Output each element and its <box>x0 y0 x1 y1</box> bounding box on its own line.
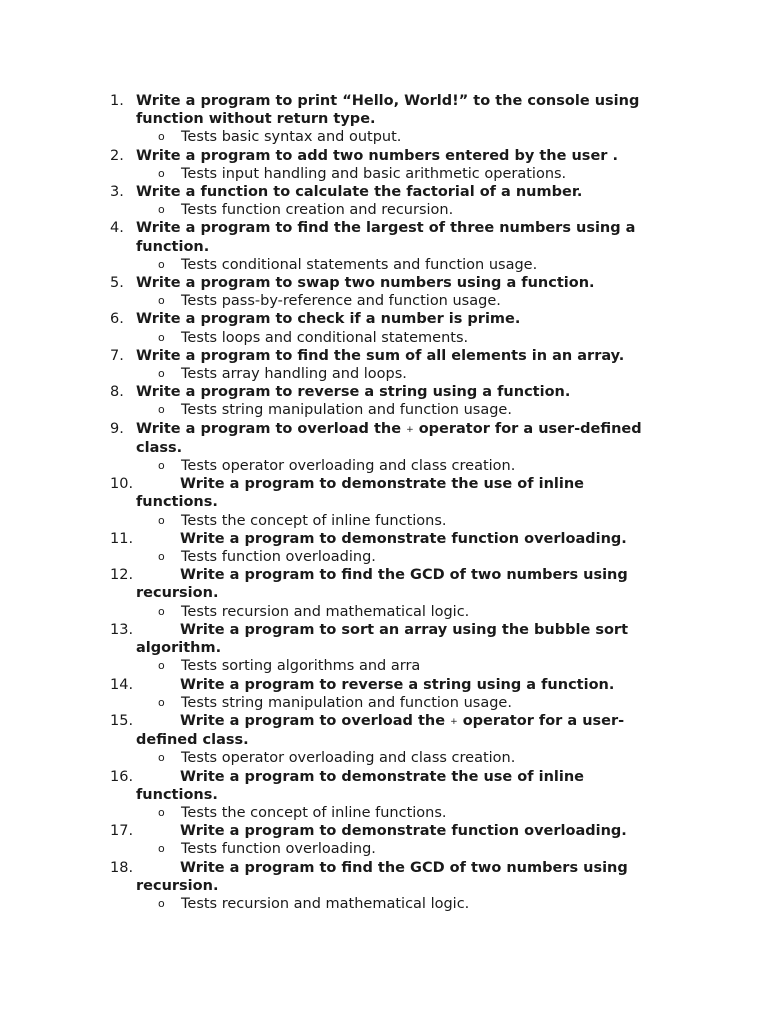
item-number: 14. <box>110 676 134 693</box>
item-title <box>136 621 670 657</box>
item-note-text: Tests function overloading. <box>181 549 376 566</box>
item-title <box>136 859 670 895</box>
circle-bullet-icon: o <box>158 403 165 417</box>
operator-symbol: + <box>450 716 458 727</box>
circle-bullet-icon: o <box>158 805 165 819</box>
item-note <box>136 694 670 712</box>
item-title <box>136 219 670 255</box>
circle-bullet-icon: o <box>158 367 165 381</box>
list-item <box>110 621 670 676</box>
item-number: 13. <box>110 621 134 638</box>
item-note <box>136 840 670 858</box>
item-title <box>136 147 670 165</box>
item-note-text: Tests pass-by-reference and function usage. <box>181 293 501 310</box>
item-note <box>136 256 670 274</box>
item-note <box>136 512 670 530</box>
item-title-text: Write a program to demonstrate function overloading. <box>180 823 627 840</box>
item-note <box>136 603 670 621</box>
list-item <box>110 530 670 566</box>
item-title <box>136 420 670 457</box>
question-list <box>110 92 670 913</box>
item-note-text: Tests array handling and loops. <box>181 366 407 383</box>
item-title-text: Write a program to add two numbers entered by the user . <box>136 147 618 164</box>
circle-bullet-icon: o <box>158 604 165 618</box>
item-number: 4. <box>110 220 124 237</box>
list-item <box>110 420 670 476</box>
operator-symbol: + <box>406 424 414 435</box>
list-item <box>110 274 670 310</box>
item-title-text: Write a program to demonstrate function overloading. <box>180 530 627 547</box>
item-title <box>136 92 670 128</box>
item-title <box>136 183 670 201</box>
item-note <box>136 804 670 822</box>
item-title <box>136 768 670 804</box>
circle-bullet-icon: o <box>158 330 165 344</box>
item-number: 10. <box>110 476 134 493</box>
item-number: 18. <box>110 859 134 876</box>
list-item <box>110 310 670 346</box>
item-title <box>136 676 670 694</box>
list-item <box>110 566 670 621</box>
item-note <box>136 128 670 146</box>
item-title-text: Write a program to find the GCD of two numbers using recursion. <box>136 567 628 602</box>
item-note <box>136 457 670 475</box>
circle-bullet-icon: o <box>158 513 165 527</box>
list-item <box>110 475 670 530</box>
item-note <box>136 201 670 219</box>
item-number: 15. <box>110 712 134 729</box>
item-note <box>136 401 670 419</box>
item-title-text: Write a program to find the largest of three numbers using a function. <box>136 220 636 255</box>
circle-bullet-icon: o <box>158 842 165 856</box>
item-number: 9. <box>110 420 124 437</box>
item-note-text: Tests loops and conditional statements. <box>181 329 469 346</box>
item-title-text: Write a function to calculate the factorial of a number. <box>136 184 583 201</box>
circle-bullet-icon: o <box>158 294 165 308</box>
item-number: 6. <box>110 311 124 328</box>
circle-bullet-icon: o <box>158 896 165 910</box>
circle-bullet-icon: o <box>158 550 165 564</box>
item-number: 7. <box>110 347 124 364</box>
list-item <box>110 676 670 712</box>
item-note-text: Tests operator overloading and class creation. <box>181 458 516 475</box>
list-item <box>110 219 670 274</box>
list-item <box>110 383 670 419</box>
circle-bullet-icon: o <box>158 166 165 180</box>
item-title-text: Write a program to reverse a string using a function. <box>180 676 615 693</box>
item-note-text: Tests the concept of inline functions. <box>181 804 447 821</box>
list-item <box>110 347 670 383</box>
item-title <box>136 347 670 365</box>
item-note-text: Tests string manipulation and function usage. <box>181 402 512 419</box>
item-note <box>136 657 670 675</box>
item-note-text: Tests input handling and basic arithmetic operations. <box>181 165 567 182</box>
list-item <box>110 712 670 768</box>
item-title-text: Write a program to swap two numbers using a function. <box>136 275 595 292</box>
list-item <box>110 768 670 823</box>
item-title-text-after: operator for a user-defined class. <box>136 420 642 456</box>
item-title-text: Write a program to demonstrate the use of inline functions. <box>136 768 585 803</box>
item-title <box>136 566 670 602</box>
circle-bullet-icon: o <box>158 257 165 271</box>
item-note-text: Tests string manipulation and function usage. <box>181 694 512 711</box>
item-number: 2. <box>110 147 124 164</box>
list-item <box>110 147 670 183</box>
circle-bullet-icon: o <box>158 130 165 144</box>
item-note <box>136 749 670 767</box>
item-note <box>136 292 670 310</box>
item-title-text: Write a program to sort an array using the bubble sort algorithm. <box>136 621 629 657</box>
item-number: 8. <box>110 384 124 401</box>
item-note-text: Tests function overloading. <box>181 841 376 858</box>
item-title-text: Write a program to find the sum of all elements in an array. <box>136 347 625 364</box>
item-number: 5. <box>110 275 124 292</box>
item-note-text: Tests recursion and mathematical logic. <box>181 895 470 912</box>
item-title <box>136 475 670 511</box>
item-note-text: Tests function creation and recursion. <box>181 202 454 219</box>
item-title-text: Write a program to overload the <box>136 420 407 437</box>
item-title <box>136 310 670 328</box>
circle-bullet-icon: o <box>158 459 165 473</box>
circle-bullet-icon: o <box>158 751 165 765</box>
item-note-text: Tests the concept of inline functions. <box>181 512 447 529</box>
item-note-text: Tests basic syntax and output. <box>181 129 402 146</box>
item-note-text: Tests sorting algorithms and arra <box>181 658 421 675</box>
item-title-text: Write a program to find the GCD of two numbers using recursion. <box>136 859 628 894</box>
list-item <box>110 92 670 147</box>
list-item <box>110 859 670 914</box>
item-number: 1. <box>110 93 124 109</box>
item-number: 3. <box>110 184 124 201</box>
item-number: 17. <box>110 823 134 840</box>
item-number: 12. <box>110 567 134 584</box>
item-title <box>136 274 670 292</box>
item-note <box>136 895 670 913</box>
list-item <box>110 183 670 219</box>
item-note <box>136 165 670 183</box>
circle-bullet-icon: o <box>158 203 165 217</box>
circle-bullet-icon: o <box>158 695 165 709</box>
item-note-text: Tests operator overloading and class creation. <box>181 750 516 767</box>
item-note <box>136 548 670 566</box>
list-item <box>110 822 670 858</box>
item-title-text: Write a program to demonstrate the use of inline functions. <box>136 476 585 511</box>
item-title <box>136 383 670 401</box>
item-note <box>136 365 670 383</box>
item-note-text: Tests recursion and mathematical logic. <box>181 603 470 620</box>
item-title-text: Write a program to reverse a string using a function. <box>136 384 571 401</box>
item-number: 11. <box>110 530 134 547</box>
item-title-text: Write a program to check if a number is prime. <box>136 311 521 328</box>
item-note <box>136 329 670 347</box>
item-title <box>136 530 670 548</box>
item-note-text: Tests conditional statements and function usage. <box>181 256 538 273</box>
item-title-text: Write a program to print “Hello, World!” to the console using function without return type. <box>136 93 640 128</box>
item-title-text-after: operator for a user-defined class. <box>136 712 625 749</box>
item-title-text: Write a program to overload the <box>180 712 451 729</box>
item-title <box>136 822 670 840</box>
item-number: 16. <box>110 768 134 785</box>
item-title <box>136 712 670 749</box>
circle-bullet-icon: o <box>158 659 165 673</box>
